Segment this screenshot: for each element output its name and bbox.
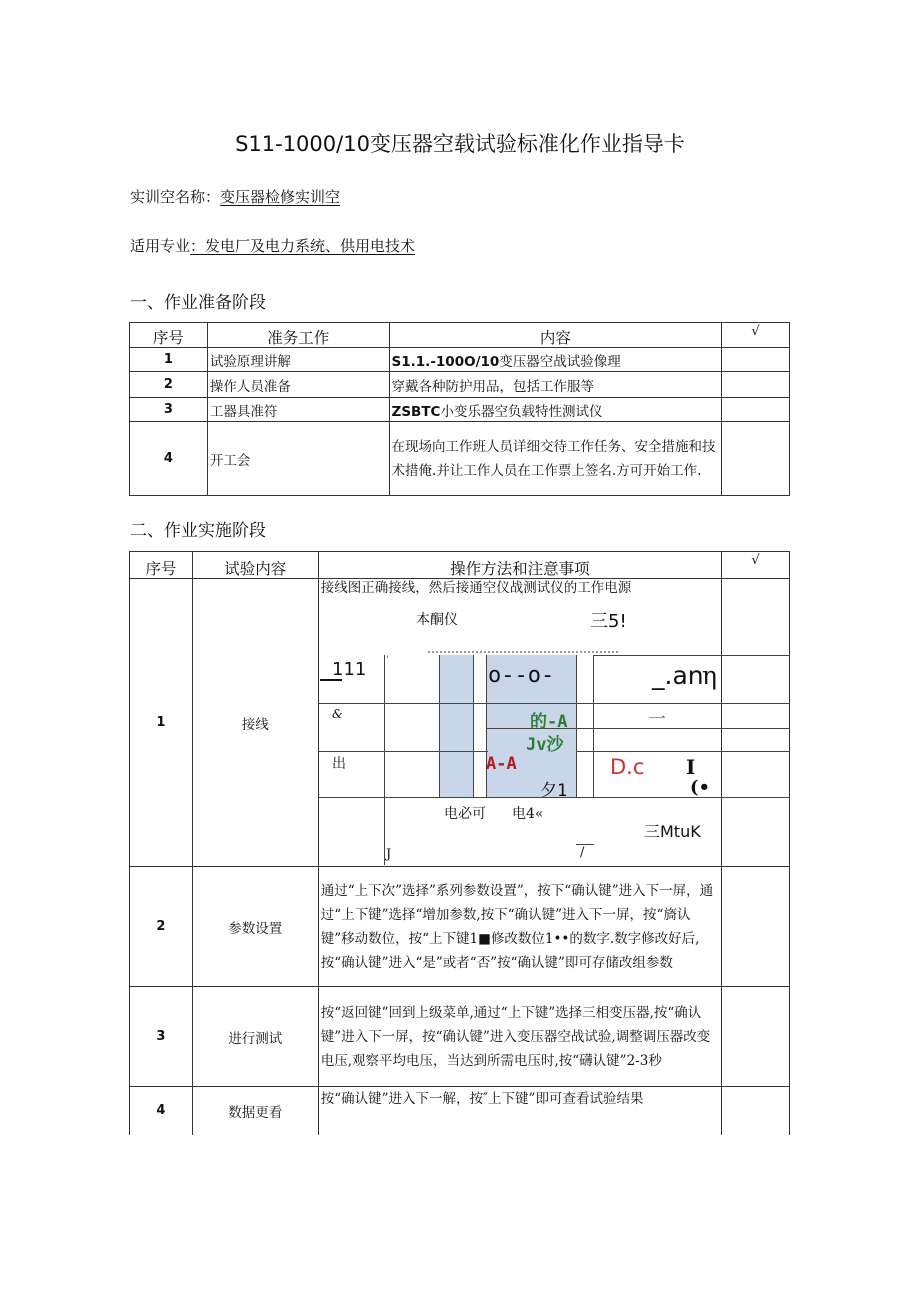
diagram-label-bar: I <box>686 755 696 779</box>
row-item: 接线 <box>192 579 318 867</box>
diagram-line-v <box>593 655 594 797</box>
header-no: 序号 <box>130 323 208 348</box>
diagram-label-paren: (• <box>690 777 711 798</box>
header-check: √ <box>722 323 790 348</box>
row-content: 按“确认键”进入下一解，按″上下键”即可查看试验结果 <box>318 1087 721 1135</box>
row-content <box>389 398 722 422</box>
row-item: 参数设置 <box>192 867 318 987</box>
diagram-label-jv: Jv沙 <box>526 735 564 755</box>
diagram-line-v <box>473 655 474 797</box>
row-content-text: 变压器空战试验像理 <box>499 353 621 370</box>
header-check: √ <box>722 552 790 579</box>
diagram-label-oo: o--o- <box>488 663 555 688</box>
table-row <box>130 348 790 372</box>
row-content: 按“返回键”回到上级菜单,通过“上下键”选择三相变压器,按“确认键”进入下一屏，按“确认键”进入变压器空战试验,调整调压器改变电压,观察平均电压，当达到所需电压时,按“礴认键”2-3秒 <box>318 987 721 1087</box>
diagram-label-top-right: 三5! <box>590 611 627 632</box>
diagram-label-amp: & <box>332 707 343 721</box>
diagram-label-dc: D.c <box>610 755 645 779</box>
diagram-line-h <box>576 751 790 752</box>
section1-heading: 一、作业准备阶段 <box>130 293 266 313</box>
row-no: 4 <box>130 422 208 496</box>
table-row <box>130 1087 790 1135</box>
row-no: 3 <box>130 987 193 1087</box>
header-task: 准务工作 <box>207 323 389 348</box>
major-label: 适用专业 <box>130 237 191 255</box>
row-content: 穿戴各种防护用品，包括工作服等 <box>389 372 722 398</box>
header-method: 操作方法和注意事项 <box>318 552 721 579</box>
wiring-diagram <box>318 579 790 865</box>
table-header-row <box>130 323 790 348</box>
diagram-label-dianbi: 电必可 <box>444 806 486 822</box>
header-content: 内容 <box>389 323 722 348</box>
diagram-line-h <box>318 703 488 704</box>
diagram-fill-left <box>439 655 473 797</box>
row-task: 工器具准符 <box>207 398 389 422</box>
row-task: 试验原理讲解 <box>207 348 389 372</box>
row-task: 操作人员准备 <box>207 372 389 398</box>
training-room-line <box>130 186 340 207</box>
row-content-model: ZSBTC <box>391 403 441 420</box>
table-row <box>130 867 790 987</box>
diagram-tick: ' <box>386 655 389 666</box>
row-check <box>722 348 790 372</box>
row-task: 开工会 <box>207 422 389 496</box>
diagram-label-dash: 一 <box>648 709 666 730</box>
row-content <box>389 348 722 372</box>
table-header-row <box>130 552 790 579</box>
diagram-label-de-a: 的-A <box>530 712 568 732</box>
diagram-line-h <box>318 751 488 752</box>
diagram-label-j: J <box>386 847 392 862</box>
row-check <box>722 422 790 496</box>
diagram-label-meter: 本酮仪 <box>416 612 458 628</box>
diagram-label-slash: / <box>580 845 585 860</box>
table-row <box>130 987 790 1087</box>
major-line <box>130 235 415 256</box>
row-item: 进行测试 <box>192 987 318 1087</box>
row-no: 3 <box>130 398 208 422</box>
diagram-line-v <box>576 655 577 797</box>
diagram-line-v <box>439 655 440 797</box>
row-content: 通过“上下次”选择”系列参数设置”，按下“确认键”进入下一屏，通过“上下键”选择“增加参数,按下“确认键”进入下一屏，按“旖认键”移动数位，按“上下键1■修改数位1••的数字.数字修改好后,按“确认键”进入“是”或者“否”按“确认键”即可存储改组参数 <box>318 867 721 987</box>
row-no: 1 <box>130 579 193 867</box>
table-row <box>130 422 790 496</box>
diagram-label-mtuk: 三MtuK <box>644 822 701 841</box>
diagram-underline <box>320 679 342 681</box>
diagram-label-dian4: 电4« <box>512 806 544 822</box>
row-no: 4 <box>130 1087 193 1135</box>
diagram-label-aa: A-A <box>486 754 517 774</box>
row-check <box>722 1087 790 1135</box>
major-value: ：发电厂及电力系统、供用电技术 <box>190 237 416 255</box>
row-check <box>722 987 790 1087</box>
table-row <box>130 398 790 422</box>
row-no: 1 <box>130 348 208 372</box>
diagram-line-h <box>576 844 594 845</box>
diagram-label-chu: 出 <box>332 756 346 772</box>
row-content: 接线图正确接线，然后接通空仪战测试仪的工作电源 <box>320 580 632 596</box>
row-item: 数据更看 <box>192 1087 318 1135</box>
row-content-text: 小变乐器空负载特性测试仪 <box>440 403 603 420</box>
training-room-value: 变压器检修实训空 <box>220 188 341 206</box>
diagram-label-eta: η <box>702 661 717 690</box>
table-row <box>130 372 790 398</box>
preparation-table <box>129 322 790 496</box>
diagram-label-an: _.an <box>652 661 704 690</box>
page-title: S11-1000/10变压器空载试验标准化作业指导卡 <box>235 132 685 156</box>
diagram-line-v <box>384 655 385 865</box>
row-content-model: S1.1.-100O/10 <box>391 353 500 370</box>
diagram-label-111: 111 <box>332 659 367 680</box>
training-room-label: 实训空名称： <box>130 188 221 206</box>
section2-heading: 二、作业实施阶段 <box>130 521 266 541</box>
header-no: 序号 <box>130 552 193 579</box>
row-check <box>722 867 790 987</box>
diagram-line-h <box>593 655 790 656</box>
diagram-dotted-line <box>428 651 618 653</box>
row-check <box>722 398 790 422</box>
diagram-label-xi1: 夕1 <box>540 781 568 801</box>
diagram-line-v <box>486 655 487 797</box>
header-item: 试验内容 <box>192 552 318 579</box>
row-no: 2 <box>130 867 193 987</box>
diagram-line-h <box>486 703 790 704</box>
row-no: 2 <box>130 372 208 398</box>
row-check <box>722 372 790 398</box>
row-content: 在现场向工作班人员详细交待工作任务、安全措施和技术措俺.并让工作人员在工作票上签名.方可开始工作. <box>389 422 722 496</box>
